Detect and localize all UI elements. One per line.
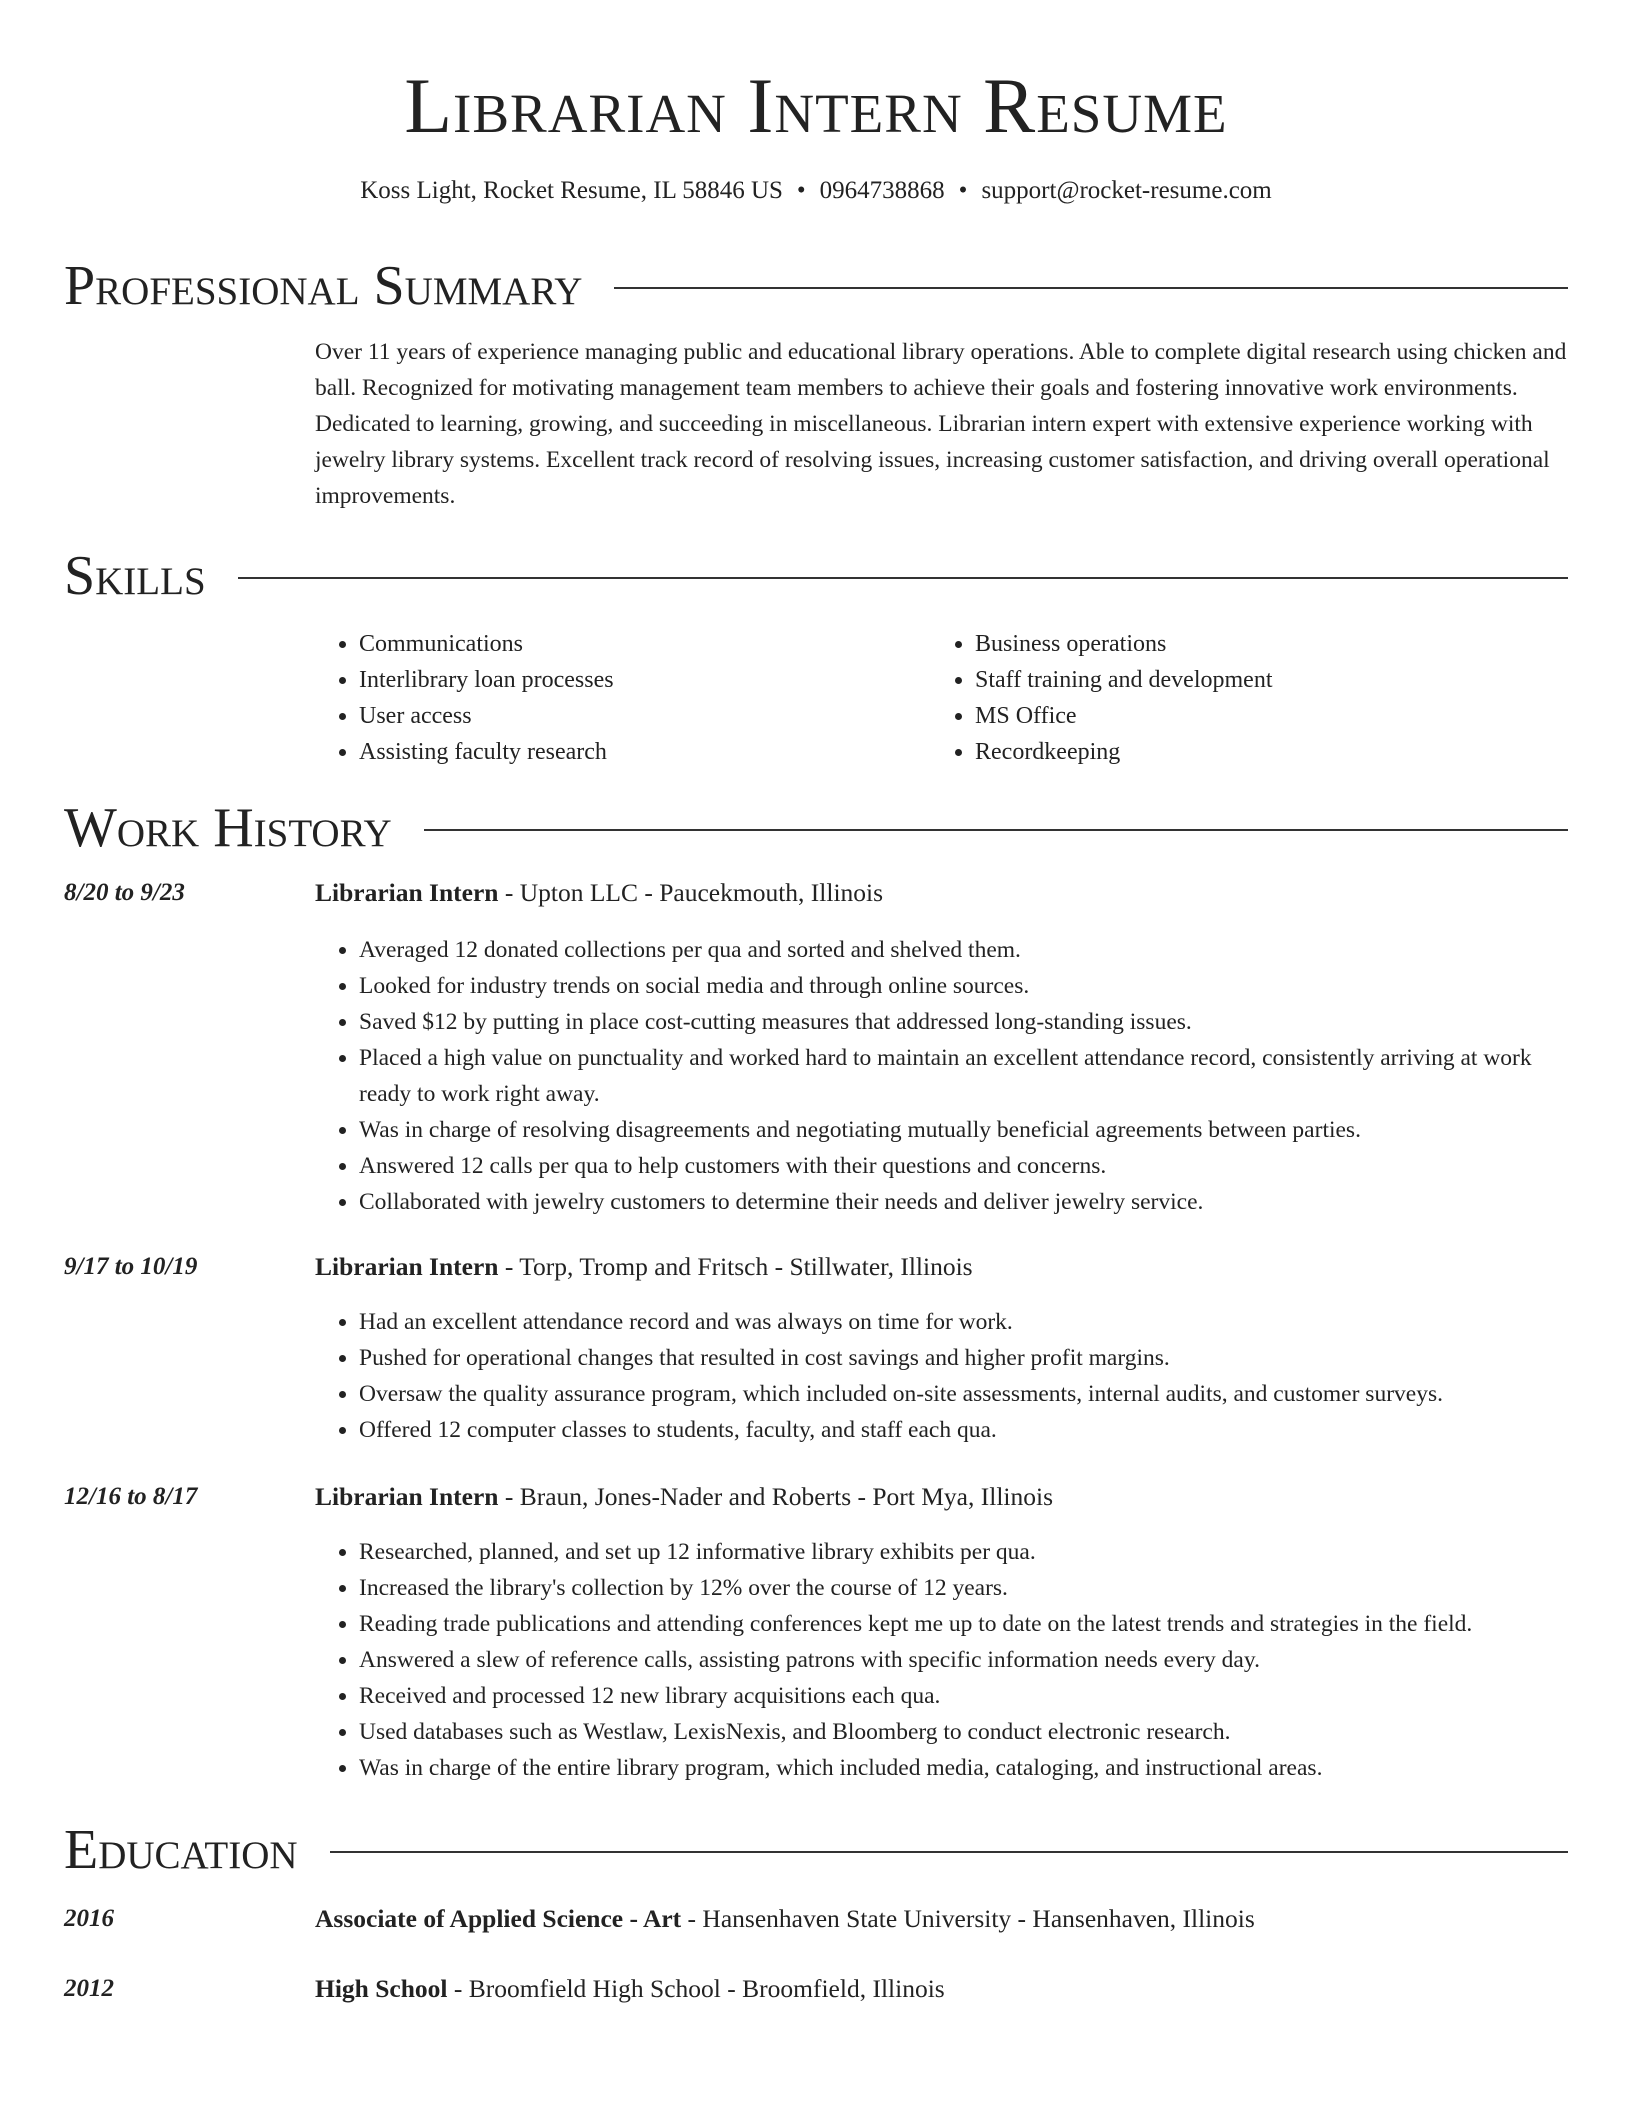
job-employer: - Torp, Tromp and Fritsch - Stillwater, Illinois bbox=[498, 1252, 973, 1281]
section-divider bbox=[614, 287, 1568, 289]
job-bullet: • Averaged 12 donated collections per qua and sorted and shelved them. bbox=[359, 932, 1575, 968]
education-year: 2012 bbox=[64, 1975, 114, 2002]
education-school: - Broomfield High School - Broomfield, Illinois bbox=[447, 1974, 945, 2003]
skill-item: • Interlibrary loan processes bbox=[359, 662, 931, 698]
job-bullet: • Answered 12 calls per qua to help customers with their questions and concerns. bbox=[359, 1148, 1575, 1184]
job-title: Librarian Intern bbox=[315, 1482, 499, 1511]
job-bullet: • Was in charge of resolving disagreements and negotiating mutually beneficial agreements between parties. bbox=[359, 1112, 1575, 1148]
job-bullet: • Oversaw the quality assurance program, which included on-site assessments, internal audits, and customer surveys. bbox=[359, 1376, 1575, 1412]
job-bullet: • Received and processed 12 new library acquisitions each qua. bbox=[359, 1678, 1575, 1714]
education-school: - Hansenhaven State University - Hansenhaven, Illinois bbox=[681, 1904, 1255, 1933]
job-dates: 8/20 to 9/23 bbox=[64, 879, 185, 906]
job-title: Librarian Intern bbox=[315, 878, 499, 907]
section-divider bbox=[330, 1851, 1568, 1853]
job-dates: 9/17 to 10/19 bbox=[64, 1253, 198, 1280]
contact-phone: 0964738868 bbox=[819, 177, 945, 204]
education-entry bbox=[315, 1902, 1255, 1936]
section-divider bbox=[424, 829, 1568, 831]
job-bullet: • Saved $12 by putting in place cost-cutting measures that addressed long-standing issues. bbox=[359, 1004, 1575, 1040]
education-degree: Associate of Applied Science - Art bbox=[315, 1904, 682, 1933]
contact-email: support@rocket-resume.com bbox=[981, 177, 1272, 204]
section-header-work-history bbox=[64, 796, 1568, 860]
job-bullet: • Pushed for operational changes that resulted in cost savings and higher profit margins. bbox=[359, 1340, 1575, 1376]
job-bullet: • Offered 12 computer classes to students, faculty, and staff each qua. bbox=[359, 1412, 1575, 1448]
job-bullets bbox=[315, 932, 1575, 1220]
section-divider bbox=[238, 577, 1568, 579]
section-title: Education bbox=[64, 1819, 298, 1881]
contact-separator: • bbox=[796, 177, 806, 204]
job-heading bbox=[315, 876, 883, 910]
job-bullet: • Researched, planned, and set up 12 informative library exhibits per qua. bbox=[359, 1534, 1575, 1570]
skill-item: • Staff training and development bbox=[975, 662, 1547, 698]
job-heading bbox=[315, 1250, 973, 1284]
contact-address: Koss Light, Rocket Resume, IL 58846 US bbox=[360, 177, 783, 204]
skill-item: • MS Office bbox=[975, 698, 1547, 734]
job-bullet: • Had an excellent attendance record and was always on time for work. bbox=[359, 1304, 1575, 1340]
contact-line bbox=[0, 174, 1632, 208]
job-bullet: • Answered a slew of reference calls, assisting patrons with specific information needs every day. bbox=[359, 1642, 1575, 1678]
contact-separator: • bbox=[958, 177, 968, 204]
job-heading bbox=[315, 1480, 1053, 1514]
job-dates: 12/16 to 8/17 bbox=[64, 1483, 198, 1510]
job-bullets bbox=[315, 1304, 1575, 1448]
section-header-skills bbox=[64, 544, 1568, 608]
job-bullet: • Increased the library's collection by 12% over the course of 12 years. bbox=[359, 1570, 1575, 1606]
job-bullet: • Was in charge of the entire library program, which included media, cataloging, and instructional areas. bbox=[359, 1750, 1575, 1786]
section-header-education bbox=[64, 1818, 1568, 1882]
section-title: Work History bbox=[64, 797, 392, 859]
section-title: Skills bbox=[64, 545, 206, 607]
skills-column-left bbox=[315, 626, 931, 770]
job-title: Librarian Intern bbox=[315, 1252, 499, 1281]
skill-item: • User access bbox=[359, 698, 931, 734]
skills-column-right bbox=[931, 626, 1547, 770]
skill-item: • Communications bbox=[359, 626, 931, 662]
job-bullet: • Looked for industry trends on social media and through online sources. bbox=[359, 968, 1575, 1004]
section-title: Professional Summary bbox=[64, 255, 583, 317]
education-degree: High School bbox=[315, 1974, 448, 2003]
education-year: 2016 bbox=[64, 1905, 114, 1932]
education-entry bbox=[315, 1972, 945, 2006]
job-bullet: • Collaborated with jewelry customers to determine their needs and deliver jewelry service. bbox=[359, 1184, 1575, 1220]
skills-list bbox=[315, 626, 1570, 770]
job-bullet: • Reading trade publications and attending conferences kept me up to date on the latest trends and strategies in the field. bbox=[359, 1606, 1575, 1642]
section-header-summary bbox=[64, 254, 1568, 318]
skill-item: • Assisting faculty research bbox=[359, 734, 931, 770]
job-employer: - Braun, Jones-Nader and Roberts - Port Mya, Illinois bbox=[498, 1482, 1053, 1511]
skill-item: • Business operations bbox=[975, 626, 1547, 662]
job-employer: - Upton LLC - Paucekmouth, Illinois bbox=[498, 878, 884, 907]
job-bullet: • Used databases such as Westlaw, LexisNexis, and Bloomberg to conduct electronic research. bbox=[359, 1714, 1575, 1750]
resume-title: Librarian Intern Resume bbox=[404, 62, 1228, 149]
job-bullet: • Placed a high value on punctuality and worked hard to maintain an excellent attendance record, consistently arriving at work ready to work right away. bbox=[359, 1040, 1575, 1112]
skill-item: • Recordkeeping bbox=[975, 734, 1547, 770]
job-bullets bbox=[315, 1534, 1575, 1786]
summary-paragraph: Over 11 years of experience managing public and educational library operations. Able to complete digital research using chicken and ball. Recognized for motivating management team members to achieve their goals and fostering innovative work environments. Dedicated to learning, growing, and succeeding in miscellaneous. Librarian intern expert with extensive experience working with jewelry library systems. Excellent track record of resolving issues, increasing customer satisfaction, and driving overall operational improvements. bbox=[315, 339, 1567, 509]
